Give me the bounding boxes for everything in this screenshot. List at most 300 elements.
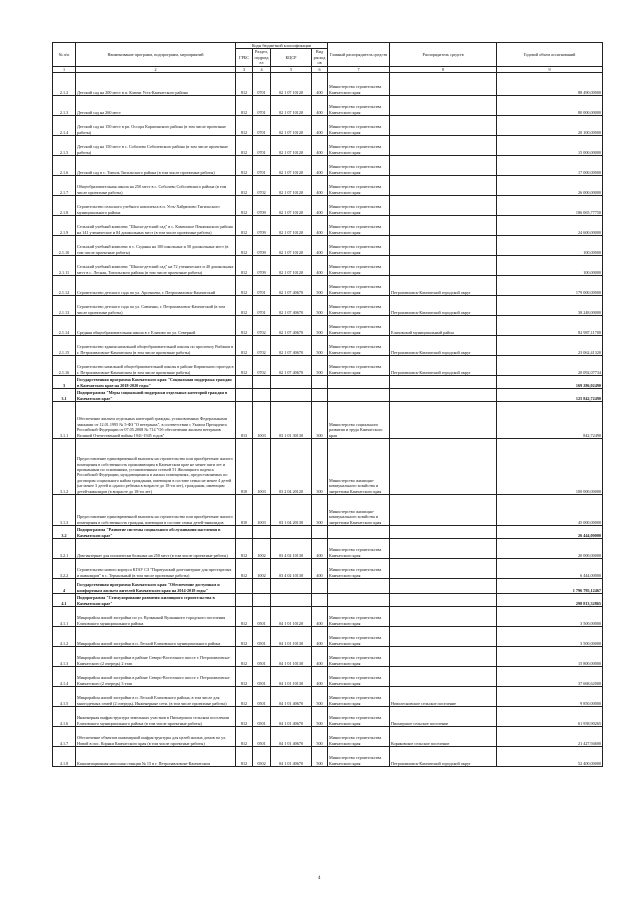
table-row: [53, 176, 603, 196]
row-main-manager: Министерство строительства Камчатского края: [328, 747, 390, 767]
row-grbs: 812: [236, 116, 253, 136]
row-manager: [390, 667, 497, 687]
row-manager: [390, 216, 497, 236]
row-rzpr: 0502: [253, 747, 271, 767]
row-csr: 02 1 07 10120: [271, 96, 312, 116]
table-row: [53, 376, 603, 389]
row-number: 2.1.12: [53, 276, 76, 296]
row-grbs: 812: [236, 156, 253, 176]
table-row: [53, 402, 603, 439]
row-csr: 04 1 01 10120: [271, 607, 312, 627]
header-index-cell: 5: [271, 66, 312, 72]
row-main-manager: [328, 594, 390, 607]
row-csr: 02 1 07 40670: [271, 336, 312, 356]
row-number: 4.1.5: [53, 687, 76, 707]
row-grbs: 812: [236, 647, 253, 667]
row-sum: 100 000,00000: [497, 439, 603, 495]
table-row: [53, 196, 603, 216]
row-name: Микрорайон жилой застройки в районе Северо-Восточного шоссе г. Петропавловска-Камчатского (2 очередь) 2 этап: [76, 647, 236, 667]
row-sum: 298 813,32865: [497, 594, 603, 607]
table-row: [53, 667, 603, 687]
row-rzpr: 0709: [253, 196, 271, 216]
row-grbs: 812: [236, 607, 253, 627]
row-sum: 45 000,00000: [497, 495, 603, 526]
row-csr: 04 1 01 10130: [271, 627, 312, 647]
row-csr: 03 4 02 10130: [271, 559, 312, 579]
row-sum: 100,00000: [497, 256, 603, 276]
row-name: Строительство здания начальной общеобразовательной школы по проспекту Рыбаков в г. Петропавловске-Камчатском (в том числе проектные работы): [76, 336, 236, 356]
row-vr: [312, 579, 328, 594]
row-grbs: [236, 389, 253, 402]
row-manager: Коряковское сельское поселение: [390, 727, 497, 747]
row-manager: [390, 156, 497, 176]
row-main-manager: Министерство строительства Камчатского края: [328, 73, 390, 96]
row-grbs: 812: [236, 276, 253, 296]
row-rzpr: 0702: [253, 336, 271, 356]
row-rzpr: 0709: [253, 236, 271, 256]
row-rzpr: 0709: [253, 256, 271, 276]
header-rzpr: Раздел, подраздел: [254, 49, 269, 66]
row-grbs: 812: [236, 356, 253, 376]
row-name: Детский сад на 150 мест в рп. Оссора Карагинского района (в том числе проектные работы): [76, 116, 236, 136]
row-number: 2.1.15: [53, 336, 76, 356]
table-row: [53, 316, 603, 336]
row-grbs: [236, 526, 253, 539]
header-index-cell: 8: [390, 66, 497, 72]
row-csr: 02 1 07 10120: [271, 176, 312, 196]
row-number: 2.1.10: [53, 236, 76, 256]
row-csr: 04 1 01 10130: [271, 667, 312, 687]
row-rzpr: 0709: [253, 216, 271, 236]
row-csr: 02 1 07 10120: [271, 73, 312, 96]
row-name: Детский сад на 150 мест в с. Соболево Соболевского района (в том числе проектные работы): [76, 136, 236, 156]
row-grbs: 810: [236, 495, 253, 526]
row-vr: 400: [312, 176, 328, 196]
row-grbs: 812: [236, 747, 253, 767]
row-vr: 400: [312, 559, 328, 579]
row-number: 4.1.3: [53, 647, 76, 667]
row-manager: Пионерское сельское поселение: [390, 707, 497, 727]
row-grbs: 812: [236, 667, 253, 687]
header-num: № п/п: [53, 43, 76, 67]
budget-allocation-table: [52, 42, 603, 767]
row-main-manager: Министерство жилищно-коммунального хозяйства и энергетики Камчатского края: [328, 495, 390, 526]
row-grbs: 812: [236, 336, 253, 356]
row-vr: 400: [312, 196, 328, 216]
row-main-manager: Министерство строительства Камчатского края: [328, 336, 390, 356]
row-sum: 20 000,00000: [497, 539, 603, 559]
row-csr: 02 1 07 40670: [271, 356, 312, 376]
row-grbs: 812: [236, 256, 253, 276]
row-vr: 500: [312, 707, 328, 727]
row-manager: [390, 402, 497, 439]
row-manager: [390, 196, 497, 216]
row-main-manager: Министерство строительства Камчатского края: [328, 607, 390, 627]
row-vr: [312, 376, 328, 389]
row-vr: 400: [312, 136, 328, 156]
row-name: Предоставление единовременной выплаты на строительство или приобретение жилого помещения в собственность проживающим в Камчатском крае не менее пяти лет и признанным по основаниям, установленным статьей 51 Жилищного кодекса Российской Федерации, нуждающимися в жилых помещениях, предоставляемых по договорам социального найма гражданам, имеющим в составе семьи не менее 4 детей (не менее 3 детей и одного ребенка в возрасте до 18-ти лет), гражданам, имеющим детей-инвалидов (в возрасте до 18-ти лет): [76, 439, 236, 495]
table-row: [53, 116, 603, 136]
table-row: [53, 707, 603, 727]
row-sum: 100,00000: [497, 236, 603, 256]
row-grbs: 812: [236, 559, 253, 579]
table-row: [53, 559, 603, 579]
row-main-manager: Министерство социального развития и труда Камчатского края: [328, 402, 390, 439]
row-manager: [390, 495, 497, 526]
row-sum: 15 800,00000: [497, 647, 603, 667]
row-vr: 500: [312, 727, 328, 747]
table-row: [53, 594, 603, 607]
row-manager: Петропавловск-Камчатский городской округ: [390, 747, 497, 767]
row-main-manager: Министерство строительства Камчатского края: [328, 156, 390, 176]
row-rzpr: 0702: [253, 356, 271, 376]
row-main-manager: Министерство строительства Камчатского края: [328, 627, 390, 647]
row-manager: [390, 389, 497, 402]
row-number: 3.1.3: [53, 495, 76, 526]
row-manager: [390, 627, 497, 647]
row-number: 4.1.2: [53, 627, 76, 647]
row-main-manager: [328, 526, 390, 539]
row-vr: 400: [312, 539, 328, 559]
row-sum: 186 065,77750: [497, 196, 603, 216]
table-row: [53, 526, 603, 539]
row-name: Средняя общеобразовательная школа в г. Елизово по ул. Северной: [76, 316, 236, 336]
row-sum: 82 987,11700: [497, 316, 603, 336]
table-row: [53, 156, 603, 176]
table-row: [53, 747, 603, 767]
row-manager: [390, 607, 497, 627]
row-number: 2.1.2: [53, 73, 76, 96]
table-row: [53, 336, 603, 356]
row-main-manager: Министерство строительства Камчатского края: [328, 256, 390, 276]
row-vr: 400: [312, 627, 328, 647]
row-name: Обеспечение объектов инженерной инфраструктуры для целей жилых домов по ул. Новой в пос. Коряки Камчатского края (в том числе проектные работы): [76, 727, 236, 747]
row-number: 3.1.1: [53, 402, 76, 439]
row-csr: 04 1 01 40670: [271, 707, 312, 727]
row-rzpr: 0701: [253, 136, 271, 156]
row-rzpr: 1003: [253, 402, 271, 439]
row-manager: [390, 376, 497, 389]
row-vr: [312, 526, 328, 539]
row-name: Обеспечение жильем отдельных категорий граждан, установленных Федеральными законами от 12.01.1995 № 5-ФЗ "О ветеранах", в соответствии с Указом Президента Российской Федерации от 07.05.2008 № 714 "Об обеспечении жильем ветеранов Великой Отечественной войны 1941-1945 годов": [76, 402, 236, 439]
row-csr: 02 1 07 10120: [271, 256, 312, 276]
row-rzpr: 0501: [253, 667, 271, 687]
row-sum: 52 400,00000: [497, 747, 603, 767]
header-csr: КЦСР: [271, 49, 312, 66]
row-sum: 15 000,00000: [497, 136, 603, 156]
row-name: Канализационная насосная станция № 15 в г. Петропавловске-Камчатском: [76, 747, 236, 767]
row-number: 3.1.2: [53, 439, 76, 495]
row-manager: [390, 256, 497, 276]
row-number: 2.1.4: [53, 116, 76, 136]
header-index-cell: 4: [253, 66, 271, 72]
table-row: [53, 727, 603, 747]
row-name: Подпрограмма "Развитие системы социального обслуживания населения в Камчатском крае": [76, 526, 236, 539]
row-name: Сельский учебный комплекс в с. Седанка на 100 школьных и 50 дошкольных мест (в том числе проектные работы): [76, 236, 236, 256]
header-index-cell: 3: [236, 66, 253, 72]
row-csr: 04 1 01 40670: [271, 727, 312, 747]
row-name: Государственная программа Камчатского края "Социальная поддержка граждан в Камчатском крае на 2018-2020 годы": [76, 376, 236, 389]
row-vr: 500: [312, 687, 328, 707]
header-codes-group: Коды бюджетной классификации: [236, 43, 328, 49]
header-vr: Вид расходов: [312, 49, 328, 66]
row-name: Микрорайон жилой застройки в п. Лесной Елизовского района, в том числе для многодетных семей (2 очередь). Инженерные сети. (в том числе проектные работы): [76, 687, 236, 707]
row-grbs: 812: [236, 707, 253, 727]
row-csr: 03 1 04 20130: [271, 495, 312, 526]
row-grbs: [236, 594, 253, 607]
row-csr: 04 1 01 40670: [271, 687, 312, 707]
row-name: Общеобразовательная школа на 250 мест в с. Соболево Соболевского района (в том числе проектные работы): [76, 176, 236, 196]
row-rzpr: [253, 594, 271, 607]
row-name: Сельский учебный комплекс "Школа-детский сад" на 72 ученических и 40 дошкольных мест в с. Лесная, Тигильского района (в том числе проектные работы): [76, 256, 236, 276]
row-rzpr: 0501: [253, 707, 271, 727]
row-csr: 04 1 01 10130: [271, 647, 312, 667]
table-row: [53, 495, 603, 526]
row-main-manager: Министерство строительства Камчатского края: [328, 176, 390, 196]
table-row: [53, 256, 603, 276]
row-sum: 61 958,90265: [497, 707, 603, 727]
row-number: 4.1.4: [53, 667, 76, 687]
row-sum: 1 796 795,12467: [497, 579, 603, 594]
row-sum: 20 100,00000: [497, 116, 603, 136]
row-number: 3.1: [53, 389, 76, 402]
row-sum: 21 427,94600: [497, 727, 603, 747]
row-manager: [390, 236, 497, 256]
row-sum: 80 000,00000: [497, 96, 603, 116]
row-sum: 38 248,00000: [497, 296, 603, 316]
row-number: 4.1: [53, 594, 76, 607]
header-grbs: ГРБС: [236, 49, 253, 66]
page-number: 4: [318, 876, 321, 881]
row-sum: 17 000,00000: [497, 156, 603, 176]
row-vr: 500: [312, 276, 328, 296]
row-grbs: 812: [236, 316, 253, 336]
row-number: 2.1.16: [53, 356, 76, 376]
row-grbs: [236, 579, 253, 594]
row-main-manager: Министерство строительства Камчатского края: [328, 196, 390, 216]
row-number: 3.2.1: [53, 539, 76, 559]
row-name: Детский сад в с. Тигиль Тигильского района (в том числе проектные работы): [76, 156, 236, 176]
row-sum: 26 000,00000: [497, 176, 603, 196]
row-rzpr: 0702: [253, 316, 271, 336]
row-rzpr: 1003: [253, 439, 271, 495]
row-main-manager: Министерство строительства Камчатского края: [328, 539, 390, 559]
table-row: [53, 579, 603, 594]
row-number: 2.1.9: [53, 216, 76, 236]
table-body: [53, 73, 603, 767]
row-manager: [390, 539, 497, 559]
row-rzpr: 0501: [253, 627, 271, 647]
row-main-manager: Министерство строительства Камчатского края: [328, 116, 390, 136]
row-rzpr: 0501: [253, 727, 271, 747]
row-rzpr: 0501: [253, 647, 271, 667]
table-row: [53, 236, 603, 256]
row-csr: 02 1 07 10120: [271, 136, 312, 156]
row-vr: 300: [312, 495, 328, 526]
row-main-manager: Министерство строительства Камчатского края: [328, 667, 390, 687]
budget-table-page: [52, 42, 602, 767]
row-name: Микрорайон жилой застройки в районе Северо-Восточного шоссе г. Петропавловска-Камчатского (2 очередь) 3 этап: [76, 667, 236, 687]
table-row: [53, 276, 603, 296]
row-vr: 400: [312, 96, 328, 116]
row-sum: 3 500,00000: [497, 627, 603, 647]
row-number: 4.1.6: [53, 707, 76, 727]
row-name: Детский сад на 260 мест: [76, 96, 236, 116]
row-sum: 24 600,00000: [497, 216, 603, 236]
row-csr: [271, 376, 312, 389]
row-rzpr: 0701: [253, 116, 271, 136]
row-manager: Петропавловск-Камчатский городской округ: [390, 356, 497, 376]
header-index-cell: 2: [76, 66, 236, 72]
row-rzpr: 0701: [253, 73, 271, 96]
row-rzpr: 0501: [253, 607, 271, 627]
row-sum: 26 444,00000: [497, 526, 603, 539]
row-manager: Елизовский муниципальный район: [390, 316, 497, 336]
row-rzpr: [253, 579, 271, 594]
row-number: 3: [53, 376, 76, 389]
row-grbs: 812: [236, 236, 253, 256]
table-header: [53, 43, 603, 73]
row-grbs: 812: [236, 687, 253, 707]
row-number: 2.1.14: [53, 316, 76, 336]
row-name: Государственная программа Камчатского края "Обеспечение доступным и комфортным жильем жителей Камчатского края на 2014-2018 годы": [76, 579, 236, 594]
row-name: Строительство нового корпуса КГАУ СЗ "Паратунский дом-интернат для престарелых и инвалидов" в с. Термальный (в том числе проектные работы): [76, 559, 236, 579]
row-rzpr: 1002: [253, 559, 271, 579]
row-main-manager: Министерство строительства Камчатского края: [328, 96, 390, 116]
row-vr: 300: [312, 439, 328, 495]
row-sum: 9 850,00000: [497, 687, 603, 707]
row-number: 3.2.2: [53, 559, 76, 579]
row-manager: [390, 647, 497, 667]
row-main-manager: Министерство строительства Камчатского края: [328, 296, 390, 316]
table-row: [53, 96, 603, 116]
row-vr: 500: [312, 747, 328, 767]
row-name: Микрорайон жилой застройки по ул. Вулканной Вулканного городского поселения Елизовского муниципального района: [76, 607, 236, 627]
row-rzpr: 0701: [253, 96, 271, 116]
row-main-manager: Министерство строительства Камчатского края: [328, 276, 390, 296]
row-csr: [271, 389, 312, 402]
row-main-manager: Министерство строительства Камчатского края: [328, 727, 390, 747]
row-number: 2.1.8: [53, 196, 76, 216]
row-csr: 02 1 07 10120: [271, 196, 312, 216]
row-vr: 400: [312, 647, 328, 667]
row-vr: 400: [312, 236, 328, 256]
row-vr: 500: [312, 336, 328, 356]
row-manager: [390, 594, 497, 607]
row-main-manager: Министерство строительства Камчатского края: [328, 559, 390, 579]
row-rzpr: 0702: [253, 176, 271, 196]
row-manager: [390, 116, 497, 136]
header-manager: Распорядитель средств: [390, 43, 497, 67]
row-main-manager: [328, 579, 390, 594]
row-vr: 400: [312, 156, 328, 176]
row-vr: 400: [312, 667, 328, 687]
row-main-manager: Министерство строительства Камчатского края: [328, 216, 390, 236]
table-row: [53, 296, 603, 316]
row-sum: 6 444,00000: [497, 559, 603, 579]
row-csr: 02 1 07 40670: [271, 276, 312, 296]
row-vr: [312, 594, 328, 607]
header-name: Наименование программ, подпрограмм, мероприятий: [76, 43, 236, 67]
row-main-manager: Министерство строительства Камчатского края: [328, 236, 390, 256]
row-main-manager: [328, 376, 390, 389]
row-vr: [312, 389, 328, 402]
row-sum: 842,72490: [497, 402, 603, 439]
header-index-cell: 7: [328, 66, 390, 72]
row-rzpr: [253, 526, 271, 539]
row-main-manager: Министерство строительства Камчатского края: [328, 647, 390, 667]
table-row: [53, 627, 603, 647]
row-name: Дом-интернат для психически больных на 250 мест (в том числе проектные работы): [76, 539, 236, 559]
row-grbs: 812: [236, 73, 253, 96]
row-csr: [271, 579, 312, 594]
row-grbs: 812: [236, 136, 253, 156]
row-number: 3.2: [53, 526, 76, 539]
row-grbs: 812: [236, 196, 253, 216]
row-csr: [271, 526, 312, 539]
row-number: 4.1.8: [53, 747, 76, 767]
row-rzpr: 0701: [253, 296, 271, 316]
row-name: Инженерная инфраструктура земельных участков в Пионерском сельском поселении Елизовского муниципального района (в том числе проектные работы): [76, 707, 236, 727]
row-name: Предоставление единовременной выплаты на строительство или приобретение жилого помещения в собственность граждан, имеющим в составе семьи детей-инвалидов: [76, 495, 236, 526]
row-sum: 88 490,00000: [497, 73, 603, 96]
row-sum: 125 842,72490: [497, 389, 603, 402]
row-grbs: 812: [236, 176, 253, 196]
table-row: [53, 539, 603, 559]
row-name: Подпрограмма "Стимулирование развития жилищного строительства в Камчатском крае": [76, 594, 236, 607]
row-rzpr: [253, 376, 271, 389]
row-number: 2.1.3: [53, 96, 76, 116]
row-name: Строительство начальной общеобразовательной школы в районе Кирпичного проезда в г. Петропавловске-Камчатском (в том числе проектные работы): [76, 356, 236, 376]
row-rzpr: 0701: [253, 156, 271, 176]
row-csr: 02 1 07 10120: [271, 116, 312, 136]
row-vr: 500: [312, 316, 328, 336]
row-number: 2.1.6: [53, 156, 76, 176]
row-main-manager: Министерство строительства Камчатского края: [328, 136, 390, 156]
row-manager: Петропавловск-Камчатский городской округ: [390, 296, 497, 316]
row-manager: Петропавловск-Камчатский городской округ: [390, 336, 497, 356]
row-sum: 179 000,00000: [497, 276, 603, 296]
row-vr: 400: [312, 607, 328, 627]
row-grbs: [236, 376, 253, 389]
row-sum: 20 092,07734: [497, 356, 603, 376]
row-manager: [390, 439, 497, 495]
row-manager: [390, 176, 497, 196]
row-manager: [390, 96, 497, 116]
row-grbs: 810: [236, 439, 253, 495]
row-csr: 03 4 02 10130: [271, 539, 312, 559]
row-name: Строительство детского сада по ул. Савченко, г. Петропавловск-Камчатский (в том числе проектные работы): [76, 296, 236, 316]
row-rzpr: [253, 389, 271, 402]
row-main-manager: Министерство строительства Камчатского края: [328, 707, 390, 727]
row-main-manager: [328, 389, 390, 402]
header-index-cell: 6: [312, 66, 328, 72]
row-vr: 500: [312, 356, 328, 376]
row-rzpr: 0701: [253, 276, 271, 296]
row-number: 4.1.7: [53, 727, 76, 747]
row-rzpr: 1003: [253, 495, 271, 526]
row-csr: 04 1 01 40670: [271, 747, 312, 767]
row-csr: 02 1 07 10120: [271, 156, 312, 176]
row-vr: 500: [312, 296, 328, 316]
table-row: [53, 439, 603, 495]
row-number: 2.1.7: [53, 176, 76, 196]
row-number: 2.1.5: [53, 136, 76, 156]
header-main-manager: Главный распорядитель средств: [328, 43, 390, 67]
table-row: [53, 356, 603, 376]
row-grbs: 812: [236, 216, 253, 236]
row-manager: [390, 559, 497, 579]
